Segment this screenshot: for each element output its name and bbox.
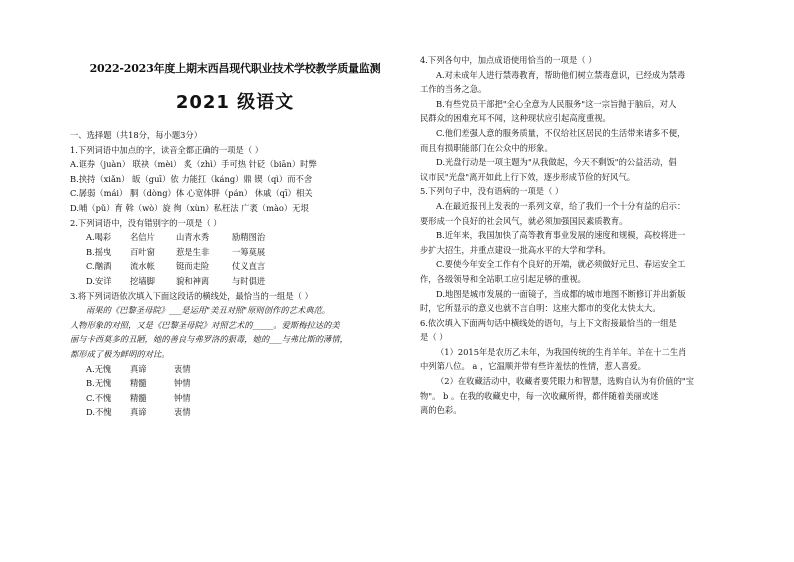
- q4-option-c-line-1: C.他们差强人意的服务质量，不仅给社区居民的生活带来诸多不便，: [436, 127, 686, 138]
- q3-d-word3: 衷情: [174, 407, 191, 418]
- q3-passage-line-1: 雨果的《巴黎圣母院》___是运用"美丑对照"原则创作的艺术典范。: [86, 305, 331, 316]
- q3-passage-line-4: 都形成了极为鲜明的对比。: [70, 348, 170, 359]
- q2-c-word4: 仗义直言: [232, 261, 266, 272]
- right-text-block: [420, 53, 752, 418]
- q1-stem: 1.下列词语中加点的字，读音全都正确的一项是（ ）: [70, 144, 264, 155]
- q6-item1-line-2: 中列第八位。 a ，它温顺并带有些许羞怯的性情，惹人喜爱。: [420, 361, 646, 372]
- q5-option-d-line-1: D.地图是城市发展的一面镜子，当成都的城市地图不断修订并出新版: [436, 288, 686, 299]
- q1-option-a: A.诓券（juàn） 联袂（mèi） 炙（zhì）手可热 针砭（biān）时弊: [70, 159, 317, 170]
- q3-c-word3: 钟情: [174, 392, 191, 403]
- q3-passage-line-2: 人物形象的对照，又是《巴黎圣母院》对照艺术的_____。爱斯梅拉达的美: [70, 319, 340, 330]
- q1-option-c: C.孱弱（mái） 胴（dòng）体 心宽体胖（pán） 休戚（qī）相关: [70, 188, 313, 199]
- q2-option-b: [70, 245, 400, 260]
- q2-d-word1: D.安详: [86, 275, 112, 286]
- q1-option-b: B.挟持（xiǎn） 皈（guī）依 力能扛（káng）鼎 锲（qì）而不舍: [70, 173, 313, 184]
- q2-stem: 2.下列词语中，没有错别字的一项是（ ）: [70, 217, 222, 228]
- q3-d-word2: 真谛: [130, 407, 147, 418]
- q3-c-word2: 精髓: [130, 392, 147, 403]
- q1-option-d: D.哺（pǔ）育 斡（wò）旋 徇（xùn）私枉法 广袤（mào）无垠: [70, 202, 309, 213]
- exam-title: 2022-2023年度上期末西昌现代职业技术学校教学质量监测: [89, 62, 381, 75]
- left-text-block: [70, 128, 400, 420]
- q3-c-word1: C.不愧: [86, 392, 112, 403]
- q3-b-word1: B.无愧: [86, 378, 112, 389]
- q6-item2-line-3: 离的色彩。: [420, 405, 462, 416]
- q2-d-word3: 貌和神离: [176, 275, 210, 286]
- q3-a-word1: A.无愧: [86, 363, 112, 374]
- q2-c-word3: 铤而走险: [176, 261, 210, 272]
- q2-d-word2: 挖墙脚: [130, 275, 155, 286]
- q4-option-c-line-2: 而且有损职能部门在公众中的形象。: [420, 142, 553, 153]
- q2-b-word4: 一筹莫展: [232, 246, 266, 257]
- q2-option-d: [70, 274, 400, 289]
- q4-option-b-line-2: 民群众的困难充耳不闻，这种现状应引起高度重视。: [420, 113, 611, 124]
- q5-option-a-line-1: A.在最近报刊上发表的一系列文章，给了我们一个十分有益的启示：: [436, 200, 686, 211]
- q5-option-b-line-1: B.近年来，我国加快了高等教育事业发展的速度和规模，高校将进一: [436, 230, 686, 241]
- q2-c-word1: C.酗酒: [86, 261, 112, 272]
- q3-a-word3: 衷情: [174, 363, 191, 374]
- q4-option-d-line-2: 议市民"光盘"离开如此上行下效，逐步形成节俭的好风气。: [420, 171, 636, 182]
- q3-a-word2: 真谛: [130, 363, 147, 374]
- q3-d-word1: D.不愧: [86, 407, 112, 418]
- q6-item1-line-1: （1）2015年是农历乙未年，为我国传统的生肖羊年。羊在十二生肖: [436, 346, 687, 357]
- q6-stem-line-2: 是（ ）: [420, 332, 448, 343]
- q2-b-word2: 百叶窗: [130, 246, 155, 257]
- q5-option-c-line-2: 作，各级领导和全站职工应引起足够的重视。: [420, 273, 586, 284]
- q6-stem-line-1: 6.依次填入下面两句话中横线处的语句，与上下文衔接最恰当的一组是: [420, 317, 677, 328]
- q5-option-c-line-1: C.要使今年安全工作有个良好的开端，就必须做好元旦、春运安全工: [436, 259, 686, 270]
- q4-option-a-line-1: A.对未成年人进行禁毒教育，帮助他们树立禁毒意识，已经成为禁毒: [436, 69, 686, 80]
- q4-stem: 4.下列各句中，加点成语使用恰当的一项是（ ）: [420, 55, 597, 65]
- q2-a-word1: A.喝彩: [86, 232, 112, 243]
- q3-option-d: [70, 405, 400, 420]
- subject-title: 2021 级语文: [175, 92, 295, 113]
- q2-a-word3: 山青水秀: [176, 232, 210, 243]
- q2-c-word2: 流水帐: [130, 261, 155, 272]
- q4-option-a-line-2: 工作的当务之急。: [420, 84, 487, 95]
- q3-b-word2: 精髓: [130, 378, 147, 389]
- q3-option-c: [70, 391, 400, 406]
- q2-d-word4: 与时俱进: [232, 275, 266, 286]
- q3-stem: 3.将下列词语依次填入下面这段话的横线处，最恰当的一组是（ ）: [70, 290, 313, 301]
- q2-option-a: [70, 230, 400, 245]
- q4-option-d-line-1: D.光盘行动是一项主题为"从我做起，今天不剩饭"的公益活动，倡: [436, 157, 677, 168]
- q2-a-word2: 名信片: [130, 232, 155, 243]
- q2-a-word4: 励精图治: [232, 232, 266, 243]
- q5-option-d-line-2: 时，它所显示的意义也就不言自明：这座大都市的变化太快太大。: [420, 303, 661, 314]
- q5-option-a-line-2: 要形成一个良好的社会风气，就必须加强国民素质教育。: [420, 215, 628, 226]
- q3-option-b: [70, 376, 400, 391]
- q6-item2-line-2: 物"。 b 。在我的收藏史中，每一次收藏所得，都伴随着美丽或迷: [420, 390, 659, 401]
- section1-header: 一、选择题（共18分，每小题3分）: [70, 130, 202, 140]
- q3-option-a: [70, 362, 400, 377]
- q4-option-b-line-1: B.有些党员干部把"全心全意为人民服务"这一宗旨抛于脑后，对人: [436, 98, 677, 109]
- q6-item2-line-1: （2）在收藏活动中，收藏者要凭眼力和智慧，选购自认为有价值的"宝: [436, 376, 695, 387]
- q3-passage-line-3: 丽与卡西莫多的丑陋，她的善良与弗罗洛的狠毒，她的___与弗比斯的薄情，: [70, 334, 348, 345]
- q2-option-c: [70, 259, 400, 274]
- q3-b-word3: 钟情: [174, 378, 191, 389]
- q5-stem: 5.下列句子中，没有语病的一项是（ ）: [420, 186, 564, 197]
- q2-b-word3: 惹是生非: [176, 246, 210, 257]
- q2-b-word1: B.摇曳: [86, 246, 112, 257]
- q5-option-b-line-2: 步扩大招生，并重点建设一批高水平的大学和学科。: [420, 244, 611, 255]
